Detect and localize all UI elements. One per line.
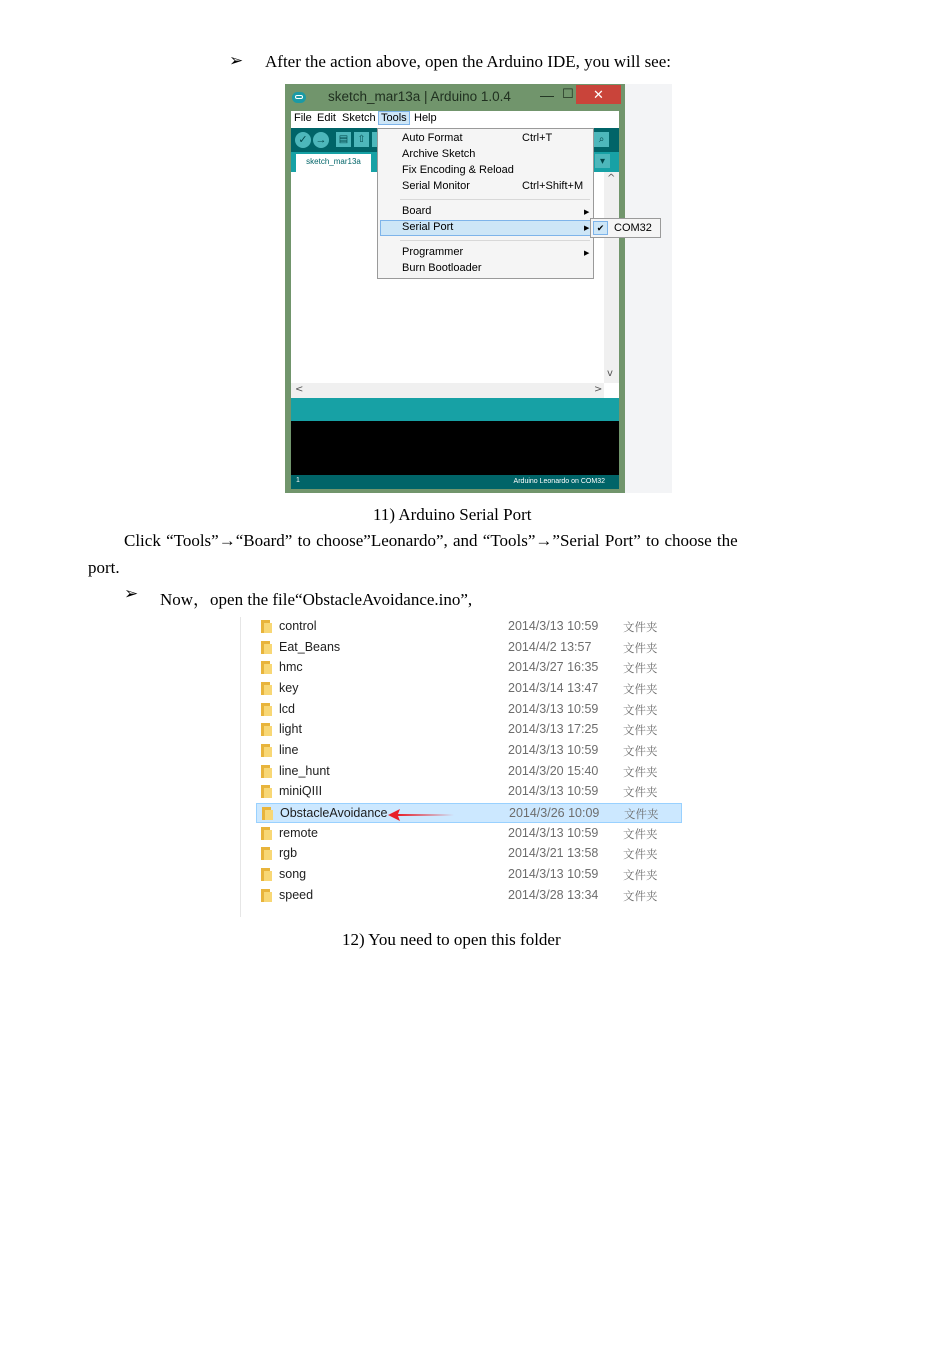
open-icon[interactable]: ⇧ — [354, 132, 369, 147]
folder-type: 文件夹 — [623, 764, 658, 779]
folder-row[interactable] — [256, 824, 682, 844]
folder-row[interactable] — [256, 617, 682, 637]
folder-type: 文件夹 — [623, 661, 658, 676]
figure-caption-12: 12) You need to open this folder — [342, 930, 561, 949]
close-button[interactable]: ✕ — [576, 85, 621, 104]
shortcut-auto-format: Ctrl+T — [522, 132, 553, 144]
horizontal-scrollbar[interactable] — [291, 383, 604, 398]
folder-date: 2014/3/21 13:58 — [508, 846, 599, 861]
folder-row[interactable] — [256, 886, 682, 906]
folder-icon — [261, 682, 272, 695]
scroll-left-icon[interactable]: < — [295, 384, 304, 395]
folder-row[interactable] — [256, 762, 682, 782]
menu-sketch[interactable]: Sketch — [342, 112, 376, 124]
tab-sketch[interactable]: sketch_mar13a — [296, 154, 371, 173]
board-status: Arduino Leonardo on COM32 — [513, 478, 605, 485]
intro-text: After the action above, open the Arduino IDE, you will see: — [265, 52, 671, 71]
serial-monitor-icon[interactable]: ⌕ — [594, 132, 609, 147]
menu-separator — [400, 240, 590, 241]
folder-date: 2014/3/13 10:59 — [508, 742, 599, 757]
folder-row[interactable] — [256, 720, 682, 740]
ide-screenshot-margin — [625, 84, 672, 493]
folder-name: remote — [279, 825, 318, 840]
folder-type: 文件夹 — [623, 682, 658, 696]
folder-icon — [261, 703, 272, 716]
folder-icon — [261, 620, 272, 633]
folder-icon — [261, 889, 272, 902]
scroll-down-icon[interactable]: v — [607, 368, 613, 379]
menu-help[interactable]: Help — [414, 112, 437, 124]
folder-row[interactable] — [256, 658, 682, 678]
folder-row[interactable] — [256, 679, 682, 699]
menu-item-auto-format[interactable]: Auto Format — [402, 132, 463, 144]
vertical-scrollbar[interactable] — [604, 172, 619, 383]
folder-row[interactable] — [256, 700, 682, 720]
folder-date: 2014/3/13 10:59 — [508, 619, 599, 633]
folder-icon — [261, 661, 272, 674]
folder-name: ObstacleAvoidance — [280, 805, 388, 820]
submenu-item-com-port[interactable]: COM32 — [614, 222, 652, 234]
folder-icon — [261, 641, 272, 654]
ide-console — [291, 421, 619, 475]
scroll-up-icon[interactable]: ^ — [607, 173, 616, 184]
folder-name: light — [279, 722, 302, 737]
minimize-icon[interactable]: — — [540, 87, 554, 103]
folder-name: miniQIII — [279, 784, 323, 799]
menu-item-serial-port[interactable]: Serial Port — [402, 221, 454, 233]
folder-date: 2014/3/13 10:59 — [508, 701, 599, 716]
upload-icon[interactable]: → — [313, 132, 329, 148]
folder-name: line_hunt — [279, 763, 330, 778]
arduino-logo-icon — [292, 92, 306, 103]
folder-type: 文件夹 — [623, 702, 658, 717]
ide-status-bar — [291, 398, 619, 421]
folder-name: hmc — [279, 660, 303, 675]
folder-type: 文件夹 — [623, 620, 658, 634]
ide-menubar — [291, 111, 619, 128]
folder-name: control — [279, 619, 317, 633]
menu-item-board[interactable]: Board — [402, 205, 432, 217]
folder-icon — [261, 847, 272, 860]
submenu-arrow-icon: ▶ — [584, 250, 590, 257]
shortcut-serial-monitor: Ctrl+Shift+M — [522, 180, 584, 192]
submenu-arrow-icon: ▶ — [584, 225, 590, 232]
folder-date: 2014/3/26 10:09 — [509, 805, 600, 820]
maximize-icon[interactable]: ☐ — [562, 86, 574, 101]
menu-item-burn-bootloader[interactable]: Burn Bootloader — [402, 262, 482, 274]
new-icon[interactable]: ▤ — [336, 132, 351, 147]
now-text: Now，open the file“ObstacleAvoidance.ino”, — [160, 590, 473, 609]
folder-name: speed — [279, 887, 314, 902]
folder-type: 文件夹 — [623, 723, 658, 738]
folder-row[interactable] — [256, 865, 682, 885]
menu-item-serial-monitor[interactable]: Serial Monitor — [402, 180, 470, 192]
tab-menu-icon[interactable]: ▾ — [595, 154, 610, 168]
folder-icon — [261, 744, 272, 757]
tools-dropdown — [377, 128, 594, 279]
ide-window-title: sketch_mar13a | Arduino 1.0.4 — [328, 89, 511, 104]
folder-name: Eat_Beans — [279, 639, 341, 654]
folder-name: rgb — [279, 846, 298, 861]
folder-date: 2014/3/14 13:47 — [508, 681, 599, 695]
verify-icon[interactable]: ✓ — [295, 132, 311, 148]
figure-caption-11: 11) Arduino Serial Port — [373, 505, 532, 524]
folder-row[interactable] — [256, 638, 682, 658]
folder-type: 文件夹 — [623, 867, 658, 882]
folder-type: 文件夹 — [623, 826, 658, 841]
folder-name: line — [279, 742, 299, 757]
submenu-arrow-icon: ▶ — [584, 209, 590, 216]
folder-icon — [261, 785, 272, 798]
folder-row[interactable] — [256, 844, 682, 864]
folder-type: 文件夹 — [623, 888, 658, 903]
folder-name: lcd — [279, 701, 295, 716]
folder-icon — [261, 723, 272, 736]
folder-date: 2014/4/2 13:57 — [508, 639, 592, 654]
folder-icon — [261, 868, 272, 881]
menu-item-programmer[interactable]: Programmer — [402, 246, 464, 258]
folder-type: 文件夹 — [623, 785, 658, 800]
bullet-arrow: ➢ — [229, 51, 244, 70]
folder-type: 文件夹 — [623, 640, 658, 655]
folder-icon — [261, 765, 272, 778]
folder-row[interactable] — [256, 803, 682, 823]
folder-date: 2014/3/13 10:59 — [508, 784, 599, 799]
folder-date: 2014/3/13 17:25 — [508, 722, 599, 737]
menu-item-fix-encoding[interactable]: Fix Encoding & Reload — [402, 164, 514, 176]
folder-row[interactable] — [256, 741, 682, 761]
folder-date: 2014/3/13 10:59 — [508, 825, 599, 840]
menu-edit[interactable]: Edit — [317, 112, 336, 124]
folder-row[interactable] — [256, 782, 682, 802]
folder-name: song — [279, 866, 307, 881]
folder-date: 2014/3/13 10:59 — [508, 866, 599, 881]
menu-separator — [400, 199, 590, 200]
checkmark-icon: ✔ — [593, 221, 608, 235]
folder-type: 文件夹 — [624, 806, 659, 821]
menu-file[interactable]: File — [294, 112, 312, 124]
folder-date: 2014/3/20 15:40 — [508, 763, 599, 778]
folder-name: key — [279, 681, 299, 695]
serial-port-submenu — [590, 218, 661, 238]
folder-date: 2014/3/27 16:35 — [508, 660, 599, 675]
red-arrow-icon — [386, 806, 456, 824]
ide-footer — [291, 475, 619, 489]
folder-type: 文件夹 — [623, 743, 658, 758]
folder-date: 2014/3/28 13:34 — [508, 887, 599, 902]
bullet-arrow: ➢ — [124, 584, 139, 603]
menu-tools[interactable]: Tools — [378, 111, 410, 125]
menu-item-archive-sketch[interactable]: Archive Sketch — [402, 148, 476, 160]
instruction-line-2: port. — [88, 558, 120, 577]
scroll-right-icon[interactable]: > — [594, 384, 603, 395]
line-number: 1 — [296, 477, 300, 484]
folder-type: 文件夹 — [623, 847, 658, 862]
folder-icon — [261, 827, 272, 840]
folder-icon — [262, 807, 273, 820]
instruction-line-1: Click “Tools”→“Board” to choose”Leonardo”, and “Tools”→”Serial Port” to choose the — [124, 531, 738, 550]
